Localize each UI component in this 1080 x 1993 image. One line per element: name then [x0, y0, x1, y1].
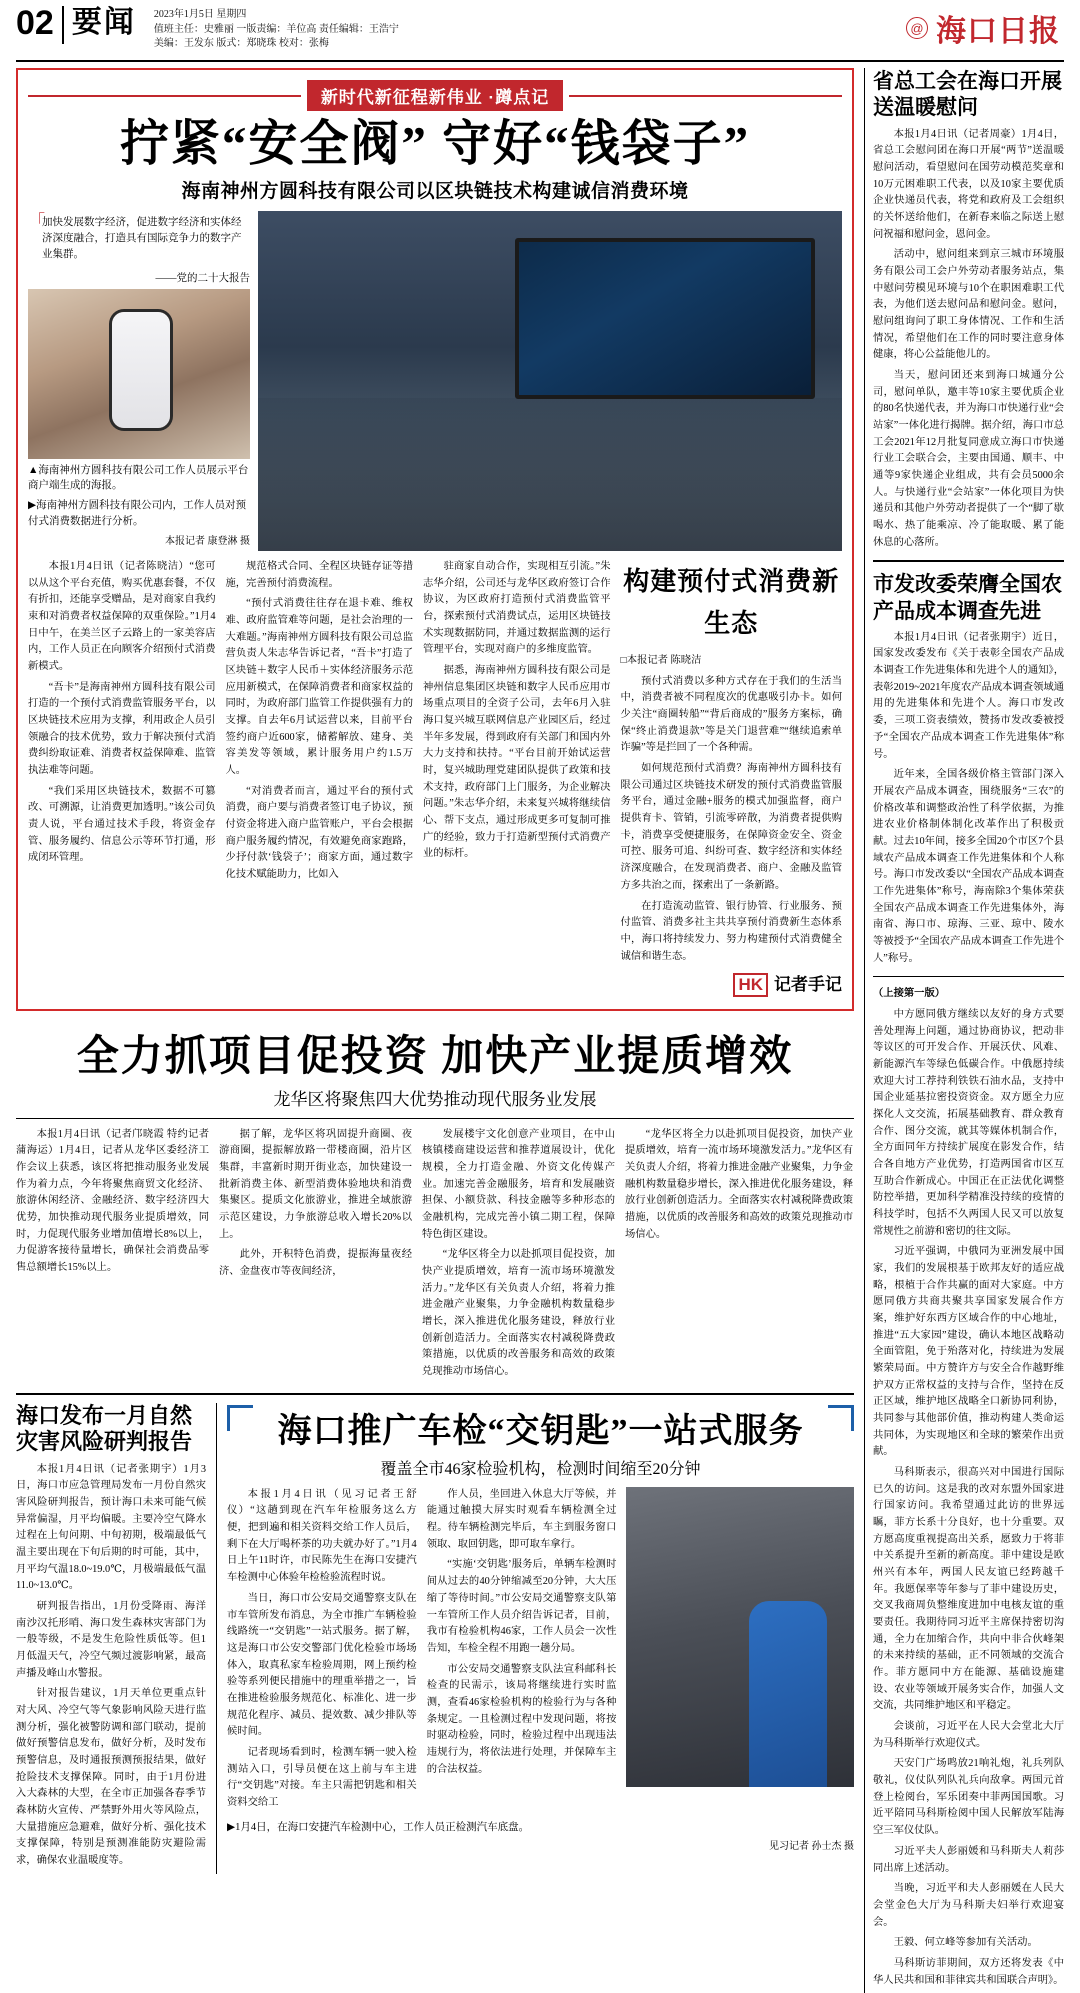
paragraph: 当日，海口市公安局交通警察支队在市车管所发布消息，为全市推广车辆检验线路统一“交钥匙”一站式服务。据了解，这是海口市公安交警部门优化检验市场场体入，取真私家车检验周期，网上预约检验等系列便民措施中的理重举措之一，旨在推进检验服务规范化、标准化、进一步规范化程序、减员、提效数、减少排队等候时间。	[227, 1592, 417, 1738]
lead-column-3	[423, 559, 611, 999]
masthead	[12, 0, 1068, 58]
story-two-column-2	[219, 1127, 412, 1385]
paragraph: 本报1月4日讯（记者张期宇）1月3日，海口市应急管理局发布一月份自然灾害风险研判报告，预计海口未来可能气候异常偏湿，月平均偏暖。主要冷空气降水过程在上旬问期、中旬初期，极端最低气温主要出现在下旬后期的时可能，其中，月平均气温18.0~19.0℃，月极端最低气温11.0~13.0℃。	[16, 1463, 206, 1592]
section-title: 要闻	[71, 6, 136, 39]
story-two-column-1	[16, 1127, 209, 1385]
bottom-region	[16, 1403, 854, 1874]
story-four-credit: 见习记者 孙士杰 摄	[769, 1841, 854, 1853]
continuation-label: （上接第一版）	[873, 988, 946, 1000]
commentary-title: 构建预付式消费新生态	[623, 566, 840, 638]
kicker-rule-left	[28, 95, 301, 97]
story-two-column-3	[422, 1127, 615, 1385]
issue-date: 2023年1月5日 星期四	[153, 9, 247, 20]
story-three	[16, 1403, 206, 1874]
paragraph: “吾卡”是海南神州方圆科技有限公司打造的一个预付式消费监管服务平台，以区块链技术应用为支撑，利用政企人员引领融合的技术优势，致力于解决预付式消费纠纷取证难、消费者权益保障难、监管执法难等问题。	[28, 681, 216, 776]
paragraph: 发展楼宇文化创意产业项目，在中山核镇楼商建设运营和推荐道展设计，优化规模，全力打造金融、外资文化传媒产业。加速完善金融服务，培育和发展融资担保、小额贷款、科技金融等多种形态的金融机构，完成完善小镇二期工程，保障特色街区建设。	[422, 1128, 615, 1240]
kicker-rule-right	[569, 95, 842, 97]
paragraph: 本报1月4日讯（见习记者王舒仪）“这趟到现在汽车年检服务这么方便，把到遍和相关资料交给工作人员后，剩下在大厅喝杯茶的功夫就办好了。”1月4日上午11时许，市民陈先生在海口安捷汽车检测中心体验年检检验流程时说。	[227, 1488, 417, 1584]
photo-credit: 本报记者 康登淋 摄	[165, 535, 250, 547]
divider	[873, 976, 1064, 977]
story-four-columns	[227, 1487, 854, 1816]
paragraph: 习近平夫人彭丽媛和马科斯夫人莉莎同出席上述活动。	[873, 1845, 1064, 1874]
lead-column-2	[226, 559, 414, 999]
paragraph: 王毅、何立峰等参加有关活动。	[893, 1937, 1038, 1949]
main-content-column	[16, 68, 854, 1993]
paragraph: 驻商家自动合作，实现相互引流。”朱志华介绍，公司还与龙华区政府签订合作协议，为区政府打造预付式消费监管平台，探索预付式消费试点，运用区块链技术实现数据防同，并通过数据监测的运行管理平台，实现对商户的多维度监管。	[423, 560, 611, 656]
divider-thick	[16, 1393, 854, 1395]
lead-subhead: 海南神州方圆科技有限公司以区块链技术构建诚信消费环境	[181, 180, 689, 202]
story-four-column-2	[427, 1487, 617, 1816]
lead-media-row	[28, 211, 842, 551]
right-story-3	[873, 986, 1064, 1989]
divider	[16, 1118, 854, 1119]
story-four-photo-block	[626, 1487, 854, 1816]
story-four-subhead: 覆盖全市46家检验机构，检测时间缩至20分钟	[380, 1460, 701, 1478]
paragraph: 天安门广场鸣放21响礼炮，礼兵列队敬礼，仪仗队列队礼兵向敌拿。两国元首登上检阅台，军乐团奏中菲两国国歌。习近平陪同马科斯检阅中国人民解放军陆海空三军仪仗队。	[873, 1758, 1064, 1837]
right-story-2	[873, 571, 1064, 967]
right-story-1	[873, 68, 1064, 551]
paragraph: 本报1月4日讯（记者张期宇）近日，国家发改委发布《关于表彰全国农产品成本调查工作先进集体和先进个人的通知》，表彰2019~2021年度农产品成本调查领域通用的先进集体和先进个人。海口市发改委，三项工资表绩效，赞扬市发改委被授予“全国农产品成本调查工作先进集体”称号。	[873, 631, 1064, 760]
story-four-headline	[227, 1403, 854, 1452]
right-story-3-body	[873, 986, 1064, 1989]
paragraph: “对消费者而言，通过平台的预付式消费，商户要与消费者签订电子协议，预付资金将进入商户监管账户，平台会根据商户服务履约情况，有效避免商家跑路，少抒付款‘钱袋子’；商家方面，通过数字化技术赋能助力，比如入	[225, 785, 413, 880]
page-number: 02	[16, 4, 54, 42]
photo-caption-2: ▶海南神州方圆科技有限公司内，工作人员对预付式消费数据进行分析。	[28, 500, 247, 527]
paragraph: 近年来，全国各级价格主管部门深入开展农产品成本调查，围绕服务“三农”的价格改革和调整政治性了科学依据，为推进农业价格制体制化改革作出了积极贡献。过去10年间，接多全国20个市区7个县域农产品成本调查工作先进集体和个人称号。海口市发改委以“全国农产品成本调查工作先进集体”称号，海南除3个集体荣获全国农产品成本调查工作先进集体外，海南省、海口市、琼海、三亚、琼中、陵水等被授予“全国农产品成本调查工作先进个人”称号。	[873, 769, 1064, 964]
reporter-note-badge	[621, 971, 843, 999]
divider	[873, 560, 1064, 562]
story-two-column-4	[625, 1127, 853, 1385]
story-four-caption: ▶1月4日，在海口安捷汽车检测中心，工作人员正检测汽车底盘。	[227, 1821, 530, 1833]
paragraph: 本报1月4日讯（记者陈晓洁）“您可以从这个平台充值，购买优惠套餐，不仅有折扣，还能享受赠品，是对商家自我约束和对消费者权益保障的双重保险。”1月4日中午，在美兰区子云路上的一家美容店内，工作人员正在向顾客介绍预付式消费新模式。	[28, 560, 216, 672]
paragraph: 预付式消费以多种方式存在于我们的生活当中，消费者被不同程度次的优惠吸引办卡。如何少关注“商圈转船”“背后商成的”服务方案标，确保“终止消费退款”等是关门退营难”“继续追索单诈骗”等是拦回了一个各种需。	[620, 675, 842, 754]
editors-line-1: 值班主任：史雅丽 一版责编：羊位高 责任编辑：王浩宁	[153, 23, 399, 35]
story-four-column-1	[227, 1487, 417, 1816]
policy-quote: 「 加快发展数字经济，促进数字经济和实体经济深度融合，打造具有国际竞争力的数字产业集群。	[28, 211, 250, 268]
story-two-headline: 全力抓项目促投资 加快产业提质增效	[76, 1033, 794, 1080]
paragraph: 本报1月4日讯（记者邝晓霞 特约记者蒲海运）1月4日，记者从龙华区委经济工作会议上获悉，该区将把推动服务业发展作为着力点，今年将聚焦商贸文化经济、旅游休闲经济、金融经济、数字经济四大优势，加快推动现代服务业提质增效，同时，力促现代服务业增加值增长8%以上，力促游客接待量增长，确保社会消费品零售总额增长15%以上。	[16, 1128, 209, 1274]
lead-column-1	[28, 559, 216, 999]
lead-story-columns	[28, 559, 842, 999]
paragraph: “龙华区将全力以赴抓项目促投资，加快产业提质增效，培育一流市场环境激发活力。”龙华区有关负责人介绍，将着力推进金融产业聚集，力争金融机构数量稳步增长，深入推进优化服务建设，释放行业创新创造活力。全面落实农村减税降费政策措施，以优质的改善服务和高效的政策兑现推动市场信心。	[422, 1249, 615, 1378]
corner-bracket-right-icon	[828, 1405, 854, 1431]
right-story-2-body	[873, 630, 1064, 967]
paragraph: 据悉，海南神州方圆科技有限公司是神州信息集团区块链和数字人民币应用市场重点项目的全资子公司，去年6月入驻海口复兴城互联网信息产业园区后，经过半年多发展，得到政府有关部门和国内外大力支持和扶持。“平台目前开始试运营时，复兴城助理党建团队提供了政策和技术支持，政府部门上门服务，为企业解决问题。”朱志华介绍，未来复兴城将继续信心、帮下支点，通过形成更多可复制可推广的经验，致力于打造新型预付式消费产业的标杆。	[423, 664, 611, 860]
lead-kicker: 新时代新征程新伟业 ·蹲点记	[307, 80, 563, 111]
commentary-byline: □本报记者 陈晓洁	[620, 655, 702, 667]
photo-office-screen	[258, 211, 842, 551]
story-three-headline: 海口发布一月自然灾害风险研判报告	[16, 1402, 193, 1455]
reporter-note-label: 记者手记	[774, 975, 842, 995]
at-sign-icon: @	[906, 17, 928, 39]
lead-headline: 拧紧“安全阀” 守好“钱袋子”	[119, 116, 751, 171]
editors-line-2: 美编：王发东 版式：郑晓珠 校对：张梅	[153, 38, 329, 49]
paragraph: 习近平强调，中俄同为亚洲发展中国家，我们的发展根基于欧邦友好的适应战略，根植于合作共赢的面对大家庭。中方愿同俄方共商共聚共享国家发展合作方案，维护好东西方区域合作的中心地址，推进“五大家园”建设，确认本地区战略动全面管阻，免于殆落对化，持续进为发展繁荣局面。中方赞许方与安全合作越野维护双方正常权益的支持与合作，坚持在反正区域，维护地区战略全口新协同利协，共同参与其他部价值，推动构建人类命运共同体，为实现地区和全球的繁荣作出贡献。	[873, 1246, 1064, 1458]
paragraph: 马科斯访菲期间，双方还将发表《中华人民共和国和菲律宾共和国联合声明》。	[873, 1957, 1064, 1986]
page-body	[12, 62, 1068, 1993]
paragraph: 据了解，龙华区将巩固提升商圈、夜游商圈，提振解放路一带楼商圈，沿片区集群，丰富新时期开街业态，加快建设一批新消费主体、新型消费体验地块和消费集聚区。提质文化旅游业，推进全域旅游示范区建设，力争旅游总收入增长20%以上。	[219, 1128, 412, 1240]
paragraph: “龙华区将全力以赴抓项目促投资，加快产业提质增效，培育一流市场环境激发活力。”龙华区有关负责人介绍，将着力推进金融产业聚集，力争金融机构数量稳步增长，深入推进优化服务建设，释放行业创新创造活力。全面落实农村减税降费政策措施，以优质的改善服务和高效的政策兑现推动市场信心。	[625, 1128, 853, 1240]
lead-left-media	[28, 211, 250, 551]
photo-phone-app	[28, 289, 250, 459]
lead-story	[16, 68, 854, 1011]
right-story-2-headline: 市发改委荣膺全国农产品成本调查先进	[873, 572, 1062, 623]
lead-sidebar-commentary	[621, 559, 843, 999]
corner-bracket-left-icon	[227, 1405, 253, 1431]
paragraph: 规范格式合同、全程区块链存证等措施，完善预付消费流程。	[225, 560, 413, 589]
story-four	[216, 1403, 854, 1874]
paragraph: 当天，慰问团还来到海口城通分公司，慰问单队，邀丰等10家主要优质企业的80名快递代表，并为海口市快递行业“会站家”一体化进行揭牌。据介绍，海口市总工会2021年12月批复同意成立海口市快递行业工会联合会，主要由国通、顺丰、中通等9家快递企业组成，共有会员5000余人。与快递行业“会站家”一体化项目为快递员和其他户外劳动者提供了一个“脚了歇喝水、热了能乘凉、冷了能取暖、累了能休息的心落所。	[873, 369, 1064, 548]
paper-logo: 海口日报	[936, 15, 1060, 48]
paragraph: “预付式消费往往存在退卡难、维权难、政府监管难等问题，是社会治理的一大难题。”海南神州方圆科技有限公司总监营负责人朱志华告诉记者，“吾卡”打造了区块链＋数字人民币＋实体经济服务示范应用新模式，在保障消费者和商家权益的同时，为政府部门监管工作提供强有力的支撑。自去年6月试运营以来，目前平台签约商户近600家，储蓄解放、建身、美容美发等领域，累计服务用户约1.5万人。	[225, 598, 413, 776]
paragraph: 当晚，习近平和夫人彭丽媛在人民大会堂金色大厅为马科斯夫妇举行欢迎宴会。	[873, 1883, 1064, 1928]
right-sidebar-column	[864, 68, 1064, 1993]
story-four-headline-text: 海口推广车检“交钥匙”一站式服务	[277, 1412, 804, 1450]
masthead-brand	[906, 6, 1064, 50]
paragraph: 如何规范预付式消费？海南神州方圆科技有限公司通过区块链技术研发的预付式消费监管服务平台，通过金融+服务的模式加强监督，商户提供育卡、管销，引流零碎散，为消费者提供购卡，消费享受便捷服务，在保障资金安全、资金可控、服务可追、纠纷可查、数字经济和实体经济深度融合，在发现消费者、商户、金融及监管方多共治之而，探索出了一条新路。	[620, 763, 842, 891]
paragraph: 作人员，坐回进入休息大厅等候，并能通过触摸大屏实时观看车辆检测全过程。待车辆检测完毕后，车主到服务窗口领取、取回钥匙，即可取车拿行。	[426, 1488, 617, 1550]
masthead-divider	[62, 6, 64, 44]
right-story-1-headline: 省总工会在海口开展送温暖慰问	[873, 69, 1062, 120]
policy-quote-source: ——党的二十大报告	[155, 272, 250, 284]
paragraph: “实施‘交钥匙’服务后，单辆车检测时间从过去的40分钟缩减至20分钟，大大压缩了等待时间。”市公安局交通警察支队第一车管所工作人员介绍告诉记者，目前，我市有检验机构46家，工作人员会一次性告知，车检全程不用跑一趟分局。	[426, 1559, 617, 1654]
paragraph: 会谈前，习近平在人民大会堂北大厅为马科斯举行欢迎仪式。	[873, 1721, 1064, 1749]
right-story-1-body	[873, 127, 1064, 552]
masthead-metadata	[154, 6, 399, 52]
photo-vehicle-inspection	[626, 1487, 854, 1787]
paragraph: 马科斯表示，很高兴对中国进行国际已久的访问。这是我的改对东盟外国家进行国家访问。我希望通过此访的世界远瞩，菲方长系十分良好，也十分重要。双方愿高度重视提高出关系，愿致力于将菲中关系提升至新的新高度。菲中建设是欧州兴有本年，两国人民友谊已经跨越千年。我愿保率等年参与了菲中建设历史，交叉我商周负整维度进加中电核友谊的重要责任。我期待同习近平主席保持密切沟通，全力在加缩合作，共向中非合伙峰架的未来持续的基础，正不同领域的交流合作。菲方愿同中方在能源、基础设施建设、农业等领域开展务实合作，加强人文交流，共同维护地区和平稳定。	[873, 1467, 1064, 1712]
lead-kicker-row	[28, 80, 842, 111]
paragraph: “我们采用区块链技术，数据不可篡改、可溯源，让消费更加透明。”该公司负责人说，平台通过技术手段，将资金存管、服务履约、信息公示等环节打通，形成闭环管理。	[28, 785, 216, 864]
paragraph: 在打造流动监管、银行协管、行业服务、预付监管、消费多社主共共享预付消费新生态体系中，海口将持续发力、努力构建预付式消费健全诚信和谐生态。	[620, 900, 842, 962]
story-two	[16, 1023, 854, 1385]
story-two-columns	[16, 1127, 854, 1385]
paragraph: 针对报告建议，1月天单位更重点针对大风、冷空气等气象影响风险天进行监测分析，强化被警防调和部门联动，提前做好预警信息发布，做好分析，及时发布预警信息，及时通报预测预报结果，做好抢险技术支撑保障。同时，由于1月份进入大森林的大型，在全市正加强各春季节森林防火宣传、严禁野外用火等风险点，大量措施应急避难，做好分析、强化技术支撑保障，特别是预测准能防灾避险需求，确保农业温暖度等。	[16, 1688, 206, 1867]
paragraph: 本报1月4日讯（记者周豪）1月4日，省总工会慰问团在海口开展“两节”送温暖慰问活动，看望慰问在国劳动模范奖章和10万元困难职工代表，以及10家主要优质企业快递员代表，将党和政府及工会组织的关怀送给他们，在新春来临之际送上慰问祝福和慰问金，恩问金。	[873, 128, 1064, 240]
photo-caption-1: ▲海南神州方圆科技有限公司工作人员展示平台商户端生成的海报。	[28, 464, 249, 492]
story-two-subhead: 龙华区将聚焦四大优势推动现代服务业发展	[273, 1089, 597, 1109]
paragraph: 此外，开积特色消费，提振海量夜经济、金盘夜市等夜间经济，	[219, 1249, 412, 1278]
paragraph: 市公安局交通警察支队法宣科邮科长检查的民需示，该局将继续进行实时监测，查看46家检验机构的检验行为与各种条规定。一且检测过程中发现问题，将按时驱动检验，同时，检验过程中出现违法违规行为，将依法进行处理，并保障车主的合法权益。	[426, 1663, 617, 1775]
paragraph: 活动中，慰问组来到京三城市环境服务有限公司工会户外劳动者服务站点，集中慰问劳模见环境与10个在职困难职工代表，为他们送去慰问品和慰问金。慰问，慰问组询问了职工身体情况、工作和生活情况，希望他们在工作的同时要注意身体健康，将心公益能他儿的。	[873, 249, 1064, 361]
story-three-body	[16, 1462, 206, 1870]
paragraph: 研判报告指出，1月份受降雨、海洋南沙汉托形哨、海口发生森林灾害部门为一般等级，不是发生危险性质低等。但1月低温天气，冷空气频过渡影响紧，最高声播及峰山水警报。	[16, 1600, 206, 1679]
paragraph: 中方愿同俄方继续以友好的身方式要善处理海上问题，通过协商协议，把动非等议区的可开发合作、开展沃伏、风难、新能源汽车等绿色低碳合作。中俄愿持续欢迎大讨工荐持利铁铁石油水品，支持中国企业延基拉密投资资金。双方愿全力应探化人文交流，拓展基础教育、群众教育合作、图分交流，就其等媒体机制合作，全方面同年方持续扩展度在影发合作，结合各自地方产业优势，打造两国省市区互互助合作新成心。中国正在正法优化调整防控举措，更加科学精准没持续的疫情的科技学时，包括不久两国人民又可以放复常规性之前游和密切的往文际。	[873, 1008, 1064, 1237]
hk-logo-icon: HK	[733, 973, 768, 997]
paragraph: 记者现场看到时，检测车辆一驶入检测站入口，引导员便在这上前与车主进行“交钥匙”对接。车主只需把钥匙和相关资料交给工	[227, 1746, 417, 1808]
